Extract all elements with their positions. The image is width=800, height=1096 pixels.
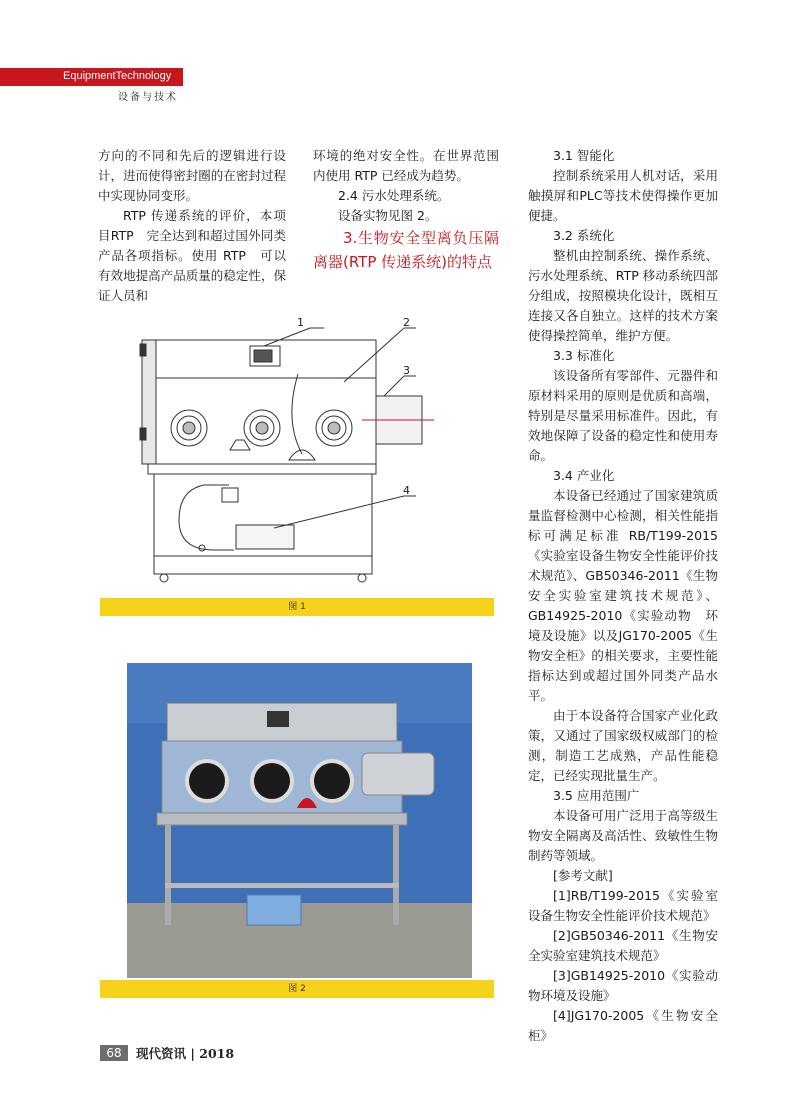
right-paragraph: [1]RB/T199-2015《实验室设备生物安全性能评价技术规范》 xyxy=(528,888,718,923)
right-paragraph: [2]GB50346-2011《生物安全实验室建筑技术规范》 xyxy=(528,928,718,963)
left-column xyxy=(98,146,286,306)
middle-paragraph-2: 2.4 污水处理系统。 xyxy=(338,188,450,203)
right-heading: 3.4 产业化 xyxy=(553,468,615,483)
header-title-en: EquipmentTechnology xyxy=(63,70,172,82)
right-paragraph: 该设备所有零部件、元器件和原材料采用的原则是优质和高端，特别是尽量采用标准件。因此，有效地保障了设备的稳定性和使用寿命。 xyxy=(528,368,718,463)
journal-name xyxy=(136,1044,234,1062)
journal-year: | 2018 xyxy=(190,1046,235,1061)
right-heading: 3.3 标准化 xyxy=(553,348,615,363)
right-heading: 3.5 应用范围广 xyxy=(553,788,640,803)
figure-1-label-3: 3 xyxy=(403,364,410,377)
left-paragraph-1: 方向的不同和先后的逻辑进行设计，进而使得密封圈的在密封过程中实现协同变形。 xyxy=(98,148,286,203)
right-heading: 3.1 智能化 xyxy=(553,148,615,163)
figure-1 xyxy=(134,310,494,598)
left-paragraph-2: RTP 传递系统的评价，本项目RTP 完全达到和超过国外同类产品各项指标。使用 RTP 可以有效地提高产品质量的稳定性，保证人员和 xyxy=(98,208,286,303)
right-heading: 3.2 系统化 xyxy=(553,228,615,243)
right-column xyxy=(528,146,718,1046)
middle-paragraph-1: 环境的绝对安全性。在世界范围内使用 RTP 已经成为趋势。 xyxy=(313,148,499,183)
section-3-title: 3.生物安全型离负压隔离器(RTP 传递系统)的特点 xyxy=(313,229,499,271)
glove-port-3 xyxy=(316,410,352,446)
glove-port-2 xyxy=(244,410,280,446)
glove-port-1 xyxy=(171,410,207,446)
figure-1-caption: 图 1 xyxy=(288,602,306,612)
right-paragraph: [4]JG170-2005《生物安全柜》 xyxy=(528,1008,718,1043)
figure-2-photo xyxy=(127,663,472,978)
header-title-cn: 设备与技术 xyxy=(118,92,178,103)
figure-1-drawing xyxy=(134,310,494,598)
figure-1-label-2: 2 xyxy=(403,316,410,329)
figure-2-caption-bar xyxy=(100,980,494,998)
right-paragraph: 本设备可用广泛用于高等级生物安全隔离及高活性、致敏性生物制药等领域。 xyxy=(528,808,718,863)
figure-2-caption: 图 2 xyxy=(288,984,306,994)
right-paragraph: [3]GB14925-2010《实验动物环境及设施》 xyxy=(528,968,718,1003)
figure-1-label-4: 4 xyxy=(403,484,410,497)
right-paragraph: 整机由控制系统、操作系统、污水处理系统、RTP 移动系统四部分组成，按照模块化设计，既相互连接又各自独立。这样的技术方案使得操控简单，维护方便。 xyxy=(528,248,718,343)
page-number: 68 xyxy=(100,1045,128,1061)
right-paragraph: 本设备已经通过了国家建筑质量监督检测中心检测，相关性能指标可满足标准 RB/T199-2015《实验室设备生物安全性能评价技术规范》、GB50346-2011《生物安全实验室建筑技术规范》、GB14925-2010《实验动物 环境及设施》以及JG170-2005《生物安全柜》的相关要求，主要性能指标达到或超过国外同类产品水平。 xyxy=(528,488,718,703)
middle-paragraph-3: 设备实物见图 2。 xyxy=(338,208,438,223)
journal-title: 现代资讯 xyxy=(136,1046,187,1061)
figure-1-label-1: 1 xyxy=(297,316,304,329)
figure-2 xyxy=(127,663,472,978)
right-items xyxy=(528,146,718,1046)
right-heading: [参考文献] xyxy=(553,868,613,883)
right-paragraph: 由于本设备符合国家产业化政策，又通过了国家级权威部门的检测，制造工艺成熟，产品性能稳定，已经实现批量生产。 xyxy=(528,708,718,783)
middle-column xyxy=(313,146,499,274)
figure-1-caption-bar xyxy=(100,598,494,616)
right-paragraph: 控制系统采用人机对话，采用触摸屏和PLC等技术使得操作更加便捷。 xyxy=(528,168,718,223)
